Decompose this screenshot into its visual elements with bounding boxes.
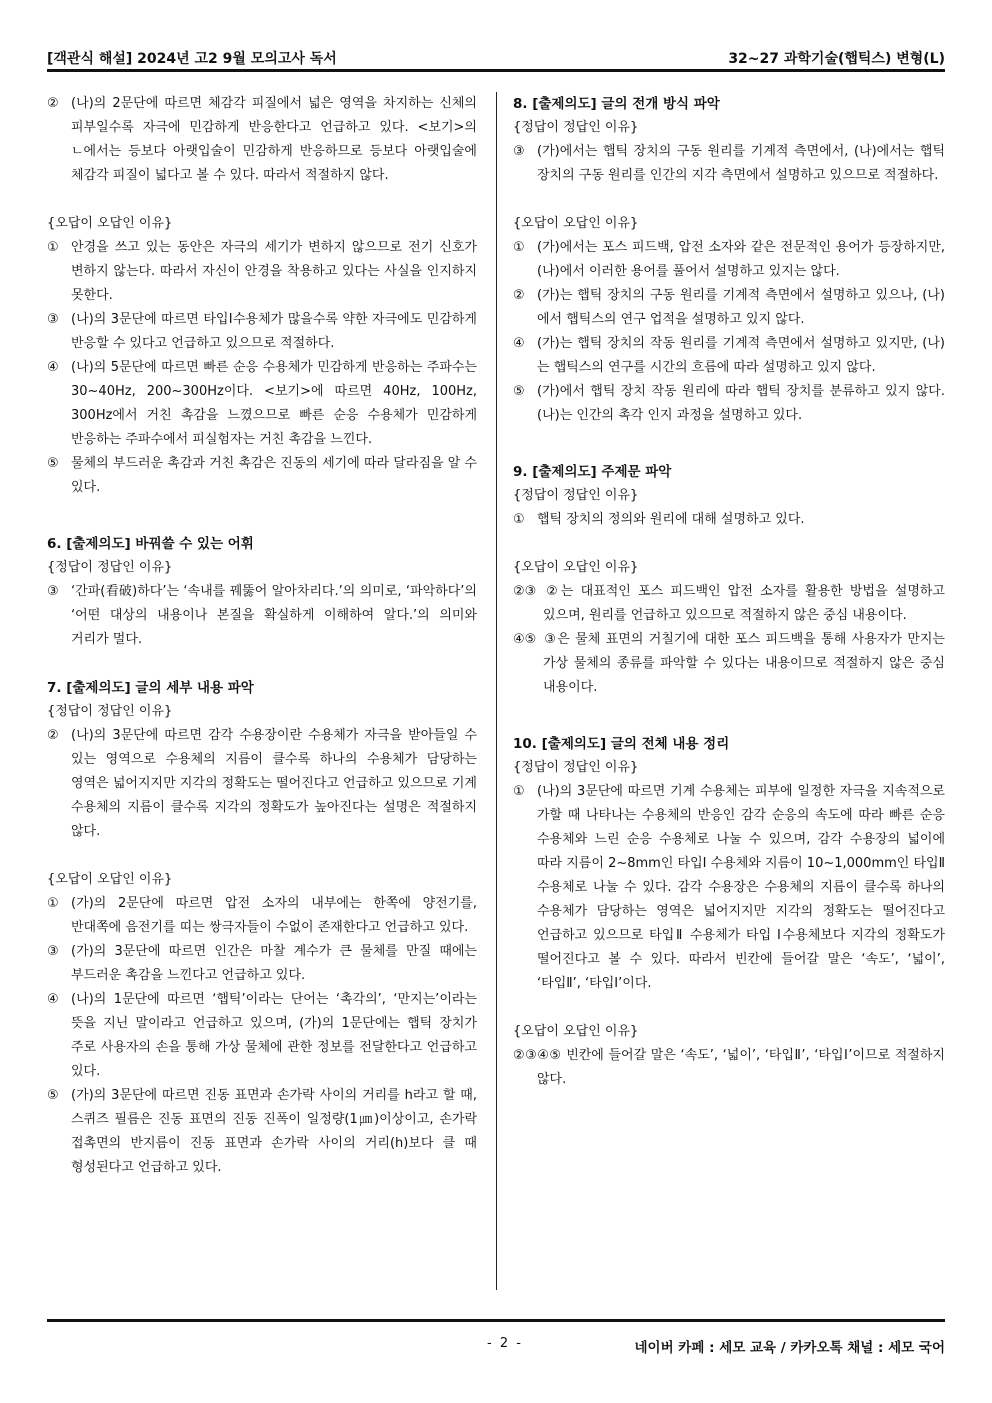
q8-wrong-item: ④ (가)는 햅틱 장치의 작동 원리를 기계적 측면에서 설명하고 있지만, (나)는 햅틱스의 연구를 시간의 흐름에 따라 설명하고 있지 않다. xyxy=(513,336,945,375)
header-title: [객관식 해설] 2024년 고2 9월 모의고사 독서 xyxy=(47,51,337,67)
q8-correct-item: ③ (가)에서는 햅틱 장치의 구동 원리를 기계적 측면에서, (나)에서는 햅틱 장치의 구동 원리를 인간의 지각 측면에서 설명하고 있으므로 적절하다. xyxy=(513,144,945,183)
q9-wrong-label: {오답이 오답인 이유} xyxy=(513,560,639,575)
q8-wrong-item: ⑤ (가)에서 햅틱 장치 작동 원리에 따라 햅틱 장치를 분류하고 있지 않다. (나)는 인간의 촉각 인지 과정을 설명하고 있다. xyxy=(513,384,945,423)
q9-wrong-item: ④⑤ ③은 물체 표면의 거칠기에 대한 포스 피드백을 통해 사용자가 만지는 가상 물체의 종류를 파악할 수 있다는 내용이므로 적절하지 않은 중심 내용이다. xyxy=(513,632,945,695)
q10-correct-label: {정답이 정답인 이유} xyxy=(513,760,639,775)
q10-title: 10. [출제의도] 글의 전체 내용 정리 xyxy=(513,736,730,752)
q7-correct-label: {정답이 정답인 이유} xyxy=(47,704,173,719)
q5-wrong-item: ④ (나)의 5문단에 따르면 빠른 순응 수용체가 민감하게 반응하는 주파수는 30~40Hz, 200~300Hz이다. <보기>에 따르면 40Hz, 100Hz, 300Hz에서 거친 촉감을 느꼈으므로 빠른 순응 수용체가 민감하게 반응하는 주파수에서 피실험자는 거친 촉감을 느낀다. xyxy=(47,360,477,447)
right-column xyxy=(513,92,945,1092)
q5-wrong-item: ③ (나)의 3문단에 따르면 타입Ⅰ수용체가 많을수록 약한 자극에도 민감하게 반응할 수 있다고 언급하고 있으므로 적절하다. xyxy=(47,312,477,351)
q7-wrong-item: ④ (나)의 1문단에 따르면 ‘햅틱’이라는 단어는 ‘촉각의’, ‘만지는’이라는 뜻을 지닌 말이라고 언급하고 있으며, (가)의 1문단에는 햅틱 장치가 주로 사용자의 손을 통해 가상 물체에 관한 정보를 전달한다고 언급하고 있다. xyxy=(47,992,477,1079)
q7-title: 7. [출제의도] 글의 세부 내용 파악 xyxy=(47,680,254,696)
q8-wrong-item: ② (가)는 햅틱 장치의 구동 원리를 기계적 측면에서 설명하고 있으나, (나)에서 햅틱스의 연구 업적을 설명하고 있지 않다. xyxy=(513,288,945,327)
q9-wrong-item: ②③ ②는 대표적인 포스 피드백인 압전 소자를 활용한 방법을 설명하고 있으며, 원리를 언급하고 있으므로 적절하지 않은 중심 내용이다. xyxy=(513,584,945,623)
q10-correct-item: ① (나)의 3문단에 따르면 기계 수용체는 피부에 일정한 자극을 지속적으로 가할 때 나타나는 수용체의 반응인 감각 순응의 속도에 따라 빠른 순응 수용체와 느린 순응 수용체로 나눌 수 있으며, 감각 수용장의 넓이에 따라 지름이 2~8mm인 타입Ⅰ 수용체와 지름이 10~1,000mm인 타입Ⅱ 수용체로 나눌 수 있다. 감각 수용장은 수용체의 지름이 클수록 하나의 수용체가 담당하는 영역은 넓어지지만 지각의 정확도는 떨어진다고 언급하고 있으므로 타입Ⅱ 수용체가 타입 Ⅰ수용체보다 지각의 정확도가 떨어진다고 볼 수 있다. 따라서 빈칸에 들어갈 말은 ‘속도’, ‘넓이’, ‘타입Ⅱ’, ‘타입Ⅰ’이다. xyxy=(513,784,945,991)
page-header xyxy=(47,44,945,68)
q8-wrong-item: ① (가)에서는 포스 피드백, 압전 소자와 같은 전문적인 용어가 등장하지만, (나)에서 이러한 용어를 풀어서 설명하고 있지는 않다. xyxy=(513,240,945,279)
q6-correct-item: ③ ‘간파(看破)하다’는 ‘속내를 꿰뚫어 알아차리다.’의 의미로, ‘파악하다’의 ‘어떤 대상의 내용이나 본질을 확실하게 이해하여 알다.’의 의미와 거리가 멀다. xyxy=(47,584,477,647)
q5-wrong-item: ⑤ 물체의 부드러운 촉감과 거친 촉감은 진동의 세기에 따라 달라짐을 알 수 있다. xyxy=(47,456,477,495)
q9-title: 9. [출제의도] 주제문 파악 xyxy=(513,464,672,480)
q7-wrong-item: ① (가)의 2문단에 따르면 압전 소자의 내부에는 한쪽에 양전기를, 반대쪽에 음전기를 띠는 쌍극자들이 수없이 존재한다고 언급하고 있다. xyxy=(47,896,477,935)
column-divider xyxy=(496,92,497,1290)
q8-title: 8. [출제의도] 글의 전개 방식 파악 xyxy=(513,96,720,112)
page-number: - 2 - xyxy=(487,1336,523,1351)
page-footer xyxy=(47,1336,945,1360)
q9-correct-label: {정답이 정답인 이유} xyxy=(513,488,639,503)
left-column xyxy=(47,92,477,1180)
footer-rule xyxy=(47,1319,945,1322)
q8-correct-label: {정답이 정답인 이유} xyxy=(513,120,639,135)
q10-wrong-label: {오답이 오답인 이유} xyxy=(513,1024,639,1039)
q5-wrong-item: ① 안경을 쓰고 있는 동안은 자극의 세기가 변하지 않으므로 전기 신호가 변하지 않는다. 따라서 자신이 안경을 착용하고 있다는 사실을 인지하지 못한다. xyxy=(47,240,477,303)
q5-correct-item: ② (나)의 2문단에 따르면 체감각 피질에서 넓은 영역을 차지하는 신체의 피부일수록 자극에 민감하게 반응한다고 언급하고 있다. <보기>의 ㄴ에서는 등보다 아랫입술이 민감하게 반응하므로 등보다 아랫입술에 체감각 피질이 넓다고 볼 수 있다. 따라서 적절하지 않다. xyxy=(47,96,477,183)
q7-wrong-item: ⑤ (가)의 3문단에 따르면 진동 표면과 손가락 사이의 거리를 h라고 할 때, 스퀴즈 필름은 진동 표면의 진동 진폭이 일정량(1㎛)이상이고, 손가락 접촉면의 반지름이 진동 표면과 손가락 사이의 거리(h)보다 클 때 형성된다고 언급하고 있다. xyxy=(47,1088,477,1175)
q7-wrong-item: ③ (가)의 3문단에 따르면 인간은 마찰 계수가 큰 물체를 만질 때에는 부드러운 촉감을 느낀다고 언급하고 있다. xyxy=(47,944,477,983)
q9-correct-item: ① 햅틱 장치의 정의와 원리에 대해 설명하고 있다. xyxy=(513,512,805,527)
q7-wrong-label: {오답이 오답인 이유} xyxy=(47,872,173,887)
q6-title: 6. [출제의도] 바꿔쓸 수 있는 어휘 xyxy=(47,536,254,552)
q10-wrong-item: ②③④⑤ 빈칸에 들어갈 말은 ‘속도’, ‘넓이’, ‘타입Ⅱ’, ‘타입Ⅰ’이므로 적절하지 않다. xyxy=(513,1048,945,1087)
q8-wrong-label: {오답이 오답인 이유} xyxy=(513,216,639,231)
q7-correct-item: ② (나)의 3문단에 따르면 감각 수용장이란 수용체가 자극을 받아들일 수 있는 영역으로 수용체의 지름이 클수록 하나의 수용체가 담당하는 영역은 넓어지지만 지각의 정확도는 떨어진다고 언급하고 있으므로 기계 수용체의 지름이 클수록 지각의 정확도가 높아진다는 설명은 적절하지 않다. xyxy=(47,728,477,839)
header-subject: 32~27 과학기술(햅틱스) 변형(L) xyxy=(728,51,945,67)
footer-channel-info: 네이버 카페 : 세모 교육 / 카카오톡 채널 : 세모 국어 xyxy=(634,1340,945,1356)
header-rule xyxy=(47,69,945,72)
q6-correct-label: {정답이 정답인 이유} xyxy=(47,560,173,575)
q5-wrong-label: {오답이 오답인 이유} xyxy=(47,216,173,231)
